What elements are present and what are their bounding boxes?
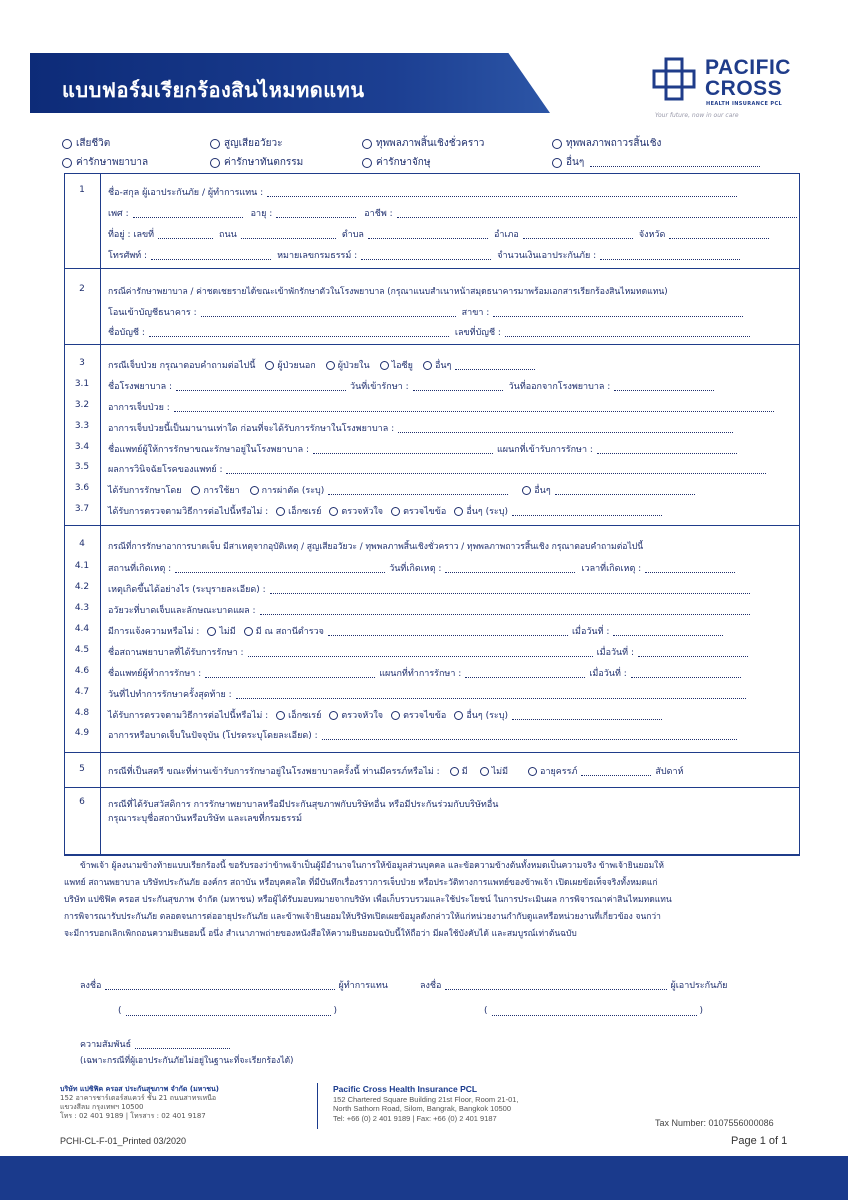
s4-current-row: อาการหรือบาดเจ็บในปัจจุบัน (โปรดระบุโดยละเอียด) : — [108, 728, 737, 742]
company-info-th: บริษัท แปซิฟิค ครอส ประกันสุขภาพ จำกัด (มหาชน) 152 อาคารชาร์เตอร์สแควร์ ชั้น 21 ถนนสาทรเหนือ แขวงสีลม กรุงเทพฯ 10500 โทร : 02 401 9189 | โทรสาร : 02 401 9187 — [60, 1085, 219, 1120]
form-title: แบบฟอร์มเรียกร้องสินไหมทดแทน — [62, 78, 365, 102]
form-code: PCHI-CL-F-01_Printed 03/2020 — [60, 1136, 187, 1146]
s1-name-row: ชื่อ-สกุล ผู้เอาประกันภัย / ผู้ทำการแทน : — [108, 185, 737, 199]
section-number: 4 — [79, 539, 85, 549]
logo-text-cross: CROSS — [705, 77, 783, 100]
item-number: 3.6 — [74, 483, 90, 493]
item-number: 3.1 — [74, 379, 90, 389]
relation-note: (เฉพาะกรณีที่ผู้เอาประกันภัยไม่อยู่ในฐานะที่จะเรียกร้องได้) — [80, 1056, 294, 1066]
page-number: Page 1 of 1 — [731, 1135, 788, 1147]
discharge-date-field[interactable] — [614, 382, 714, 391]
radio-icon[interactable] — [276, 711, 285, 720]
item-number: 4.9 — [74, 728, 90, 738]
radio-icon[interactable] — [454, 507, 463, 516]
item-number: 4.7 — [74, 687, 90, 697]
s4-how-row: เหตุเกิดขึ้นได้อย่างไร (ระบุรายละเอียด) : — [108, 582, 750, 596]
accident-place-field[interactable] — [175, 564, 385, 573]
radio-icon[interactable] — [62, 139, 72, 149]
radio-icon[interactable] — [423, 361, 432, 370]
police-date-field[interactable] — [613, 627, 723, 636]
section-number: 3 — [79, 358, 85, 368]
s3-duration-row: อาการเจ็บป่วยนี้เป็นมานานเท่าใด ก่อนที่จะได้รับการรักษาในโรงพยาบาล : — [108, 421, 733, 435]
s3-diagnosis-row: ผลการวินิจฉัยโรคของแพทย์ : — [108, 462, 766, 476]
item-number: 3.2 — [74, 400, 90, 410]
current-condition-field[interactable] — [322, 731, 737, 740]
department-field[interactable] — [597, 445, 737, 454]
item-number: 4.8 — [74, 708, 90, 718]
divider-2 — [64, 344, 800, 345]
divider-1 — [64, 268, 800, 269]
pacific-cross-logo-icon — [652, 57, 696, 101]
radio-icon[interactable] — [326, 361, 335, 370]
tagline: Your future, now in our care — [655, 112, 739, 119]
company-info-divider — [317, 1083, 318, 1129]
logo-subtitle: HEALTH INSURANCE PCL — [706, 101, 783, 107]
section-number: 2 — [79, 284, 85, 294]
s3-treatment-row: ได้รับการรักษาโดย การใช้ยา การผ่าตัด (ระบุ) อื่นๆ — [108, 483, 695, 497]
divider-4 — [64, 752, 800, 753]
item-number: 4.3 — [74, 603, 90, 613]
claim-type-eye[interactable]: ค่ารักษาจักษุ — [362, 155, 430, 170]
radio-icon[interactable] — [522, 486, 531, 495]
bank-field[interactable] — [201, 308, 456, 317]
phone-field[interactable] — [151, 251, 271, 260]
radio-icon[interactable] — [244, 627, 253, 636]
branch-field[interactable] — [493, 308, 743, 317]
treating-doctor-field[interactable] — [205, 669, 375, 678]
item-number: 4.1 — [74, 561, 90, 571]
item-number: 3.3 — [74, 421, 90, 431]
clinic-name-field[interactable] — [248, 648, 593, 657]
radio-icon[interactable] — [362, 139, 372, 149]
item-number: 4.2 — [74, 582, 90, 592]
s5-pregnancy-row: กรณีที่เป็นสตรี ขณะที่ท่านเข้ารับการรักษาอยู่ในโรงพยาบาลครั้งนี้ ท่านมีครรภ์หรือไม่ : มี ไม่มี อายุครรภ์ สัปดาห์ — [108, 767, 684, 777]
insured-signature-field[interactable] — [445, 981, 667, 990]
radio-icon[interactable] — [552, 158, 562, 168]
subdistrict-field[interactable] — [368, 230, 488, 239]
section-number: 6 — [79, 797, 85, 807]
item-number: 3.4 — [74, 442, 90, 452]
s4-place-row: สถานที่เกิดเหตุ : วันที่เกิดเหตุ : เวลาที่เกิดเหตุ : — [108, 561, 735, 575]
s6-line1: กรณีที่ได้รับสวัสดิการ การรักษาพยาบาลหรือมีประกันสุขภาพกับบริษัทอื่น หรือมีประกันร่วมกับบริษัทอื่น — [108, 800, 499, 810]
accident-detail-field[interactable] — [270, 585, 750, 594]
surgery-field[interactable] — [328, 486, 508, 495]
s3-patient-type-row: กรณีเจ็บป่วย กรุณาตอบคำถามต่อไปนี้ ผู้ป่วยนอก ผู้ป่วยใน ไอซียู อื่นๆ — [108, 358, 535, 372]
account-name-field[interactable] — [149, 328, 449, 337]
radio-icon[interactable] — [250, 486, 259, 495]
injury-field[interactable] — [260, 606, 750, 615]
district-field[interactable] — [523, 230, 633, 239]
relation-field[interactable] — [135, 1040, 230, 1049]
radio-icon[interactable] — [480, 767, 489, 776]
s4-first-row: วันที่ไปทำการรักษาครั้งสุดท้าย : — [108, 687, 746, 701]
agent-signature-row: ลงชื่อ ผู้ทำการแทน — [80, 981, 388, 991]
radio-icon[interactable] — [329, 507, 338, 516]
radio-icon[interactable] — [210, 158, 220, 168]
account-number-field[interactable] — [505, 328, 750, 337]
accident-time-field[interactable] — [645, 564, 735, 573]
s4-intro: กรณีที่การรักษาอาการบาดเจ็บ มีสาเหตุจากอุบัติเหตุ / สูญเสียอวัยวะ / ทุพพลภาพสิ้นเชิงชั่วคราว / ทุพพลภาพถาวรสิ้นเชิง กรุณาตอบคำถามต่อไปนี้ — [108, 542, 644, 552]
radio-icon[interactable] — [207, 627, 216, 636]
claim-type-perm-disability[interactable]: ทุพพลภาพถาวรสิ้นเชิง — [552, 136, 661, 151]
insured-name-field[interactable] — [267, 188, 737, 197]
claim-type-temp-disability[interactable]: ทุพพลภาพสิ้นเชิงชั่วคราว — [362, 136, 484, 151]
s4-hosp-row: ชื่อสถานพยาบาลที่ได้รับการรักษา : เมื่อวันที่ : — [108, 645, 748, 659]
admit-date-field[interactable] — [413, 382, 503, 391]
house-no-field[interactable] — [158, 230, 213, 239]
other-input[interactable] — [590, 158, 760, 167]
section-number: 5 — [79, 764, 85, 774]
insured-printed-name-field[interactable] — [492, 1007, 697, 1016]
duration-field[interactable] — [398, 424, 733, 433]
radio-icon[interactable] — [62, 158, 72, 168]
clinic-date-field[interactable] — [638, 648, 748, 657]
radio-icon[interactable] — [265, 361, 274, 370]
item-number: 4.6 — [74, 666, 90, 676]
province-field[interactable] — [669, 230, 769, 239]
s4-doctor-row: ชื่อแพทย์ผู้ทำการรักษา : แผนกที่ทำการรักษา : เมื่อวันที่ : — [108, 666, 741, 680]
radio-icon[interactable] — [552, 139, 562, 149]
patient-type-other-field[interactable] — [455, 361, 535, 370]
s2-account-row: ชื่อบัญชี : เลขที่บัญชี : — [108, 325, 750, 339]
last-treatment-field[interactable] — [236, 690, 746, 699]
insured-signature-row: ลงชื่อ ผู้เอาประกันภัย — [420, 981, 728, 991]
exam-other-field[interactable] — [512, 711, 662, 720]
claim-type-medical[interactable]: ค่ารักษาพยาบาล — [62, 155, 148, 170]
s3-doctor-row: ชื่อแพทย์ผู้ให้การรักษาขณะรักษาอยู่ในโรงพยาบาล : แผนกที่เข้ารับการรักษา : — [108, 442, 737, 456]
police-station-field[interactable] — [328, 627, 568, 636]
claim-type-dental[interactable]: ค่ารักษาทันตกรรม — [210, 155, 303, 170]
pregnancy-weeks-field[interactable] — [581, 767, 651, 776]
s3-symptom-row: อาการเจ็บป่วย : — [108, 400, 774, 414]
doctor-name-field[interactable] — [313, 445, 493, 454]
claim-type-dismemberment[interactable]: สูญเสียอวัยวะ — [210, 136, 282, 151]
sum-insured-field[interactable] — [600, 251, 740, 260]
sex-field[interactable] — [133, 209, 243, 218]
s1-phone-row: โทรศัพท์ : หมายเลขกรมธรรม์ : จำนวนเงินเอาประกันภัย : — [108, 248, 740, 262]
item-number: 4.4 — [74, 624, 90, 634]
divider-3 — [64, 525, 800, 526]
footer-band — [0, 1156, 848, 1200]
tax-number: Tax Number: 0107556000086 — [655, 1118, 774, 1128]
treating-dept-field[interactable] — [465, 669, 585, 678]
consent-paragraph: ข้าพเจ้า ผู้ลงนามข้างท้ายแบบเรียกร้องนี้ ขอรับรองว่าข้าพเจ้าเป็นผู้มีอำนาจในการให้ข้อมูลส่วนบุคคล และข้อความข้างต้นทั้งหมดเป็นความจริง ข้าพเจ้ายินยอมให้ แพทย์ สถานพยาบาล บริษัทประกันภัย องค์กร สถาบัน หรือบุคคลใด ที่มีบันทึกเรื่องราวการเจ็บป่วย หรือประวัติทางการแพทย์ของข้าพเจ้า เปิดเผยข้อเท็จจริงทั้งหมดแก่ บริษัท แปซิฟิค ครอส ประกันสุขภาพ จำกัด (มหาชน) หรือผู้ได้รับมอบหมายจากบริษัท เพื่อเก็บรวบรวมและใช้ประโยชน์ ในการประเมินผล การพิจารณาค่าสินไหมทดแทน การพิจารณารับประกันภัย ตลอดจนการต่ออายุประกันภัย และข้าพเจ้ายินยอมให้บริษัทเปิดเผยข้อมูลดังกล่าวให้แก่หน่วยงานกำกับดูแลหรือหน่วยงานที่เกี่ยวข้อง จนกว่า จะมีการบอกเลิกเพิกถอนความยินยอมนี้ อนึ่ง สำเนาภาพถ่ายของหนังสือให้ความยินยอมฉบับนี้ให้ถือว่า มีผลใช้บังคับได้ และสมบูรณ์เท่าต้นฉบับ — [64, 861, 672, 939]
radio-icon[interactable] — [362, 158, 372, 168]
item-number: 4.5 — [74, 645, 90, 655]
policy-number-field[interactable] — [361, 251, 491, 260]
s4-police-row: มีการแจ้งความหรือไม่ : ไม่มี มี ณ สถานีตำรวจ เมื่อวันที่ : — [108, 624, 723, 638]
accident-date-field[interactable] — [445, 564, 575, 573]
section-number: 1 — [79, 185, 85, 195]
radio-icon[interactable] — [454, 711, 463, 720]
hospital-name-field[interactable] — [176, 382, 346, 391]
s4-organ-row: อวัยวะที่บาดเจ็บและลักษณะบาดแผล : — [108, 603, 750, 617]
radio-icon[interactable] — [191, 486, 200, 495]
radio-icon[interactable] — [329, 711, 338, 720]
occupation-field[interactable] — [397, 209, 797, 218]
radio-icon[interactable] — [391, 507, 400, 516]
s2-bank-row: โอนเข้าบัญชีธนาคาร : สาขา : — [108, 305, 743, 319]
symptom-field[interactable] — [174, 403, 774, 412]
diagnosis-field[interactable] — [226, 465, 766, 474]
s1-address-row: ที่อยู่ : เลขที่ ถนน ตำบล อำเภอ จังหวัด — [108, 227, 769, 241]
treatment-other-field[interactable] — [555, 486, 695, 495]
agent-signature-field[interactable] — [105, 981, 335, 990]
agent-name-row: ( ) — [118, 1006, 338, 1016]
s3-hospital-row: ชื่อโรงพยาบาล : วันที่เข้ารักษา : วันที่ออกจากโรงพยาบาล : — [108, 379, 714, 393]
claim-type-death[interactable]: เสียชีวิต — [62, 136, 110, 151]
exam-other-field[interactable] — [512, 507, 662, 516]
item-number: 3.5 — [74, 462, 90, 472]
s2-intro: กรณีค่ารักษาพยาบาล / ค่าชดเชยรายได้ขณะเข้าพักรักษาตัวในโรงพยาบาล (กรุณาแนบสำเนาหน้าสมุดธนาคารมาพร้อมเอกสารเรียกร้องสินไหมทดแทน) — [108, 287, 668, 297]
company-info-en: Pacific Cross Health Insurance PCL 152 Chartered Square Building 21st Floor, Room 21-01, North Sathorn Road, Silom, Bangrak, Bangkok 10500 Tel: +66 (0) 2 401 9189 | Fax: +66 (0) 2 401 9187 — [333, 1084, 519, 1123]
logo-text-pacific: PACIFIC — [705, 56, 791, 79]
item-number: 3.7 — [74, 504, 90, 514]
relation-row: ความสัมพันธ์ — [80, 1037, 230, 1051]
treating-date-field[interactable] — [631, 669, 741, 678]
claim-type-other[interactable]: อื่นๆ — [552, 155, 760, 170]
insured-name-row: ( ) — [484, 1006, 704, 1016]
divider-6 — [64, 855, 800, 856]
s4-exam-row: ได้รับการตรวจตามวิธีการต่อไปนี้หรือไม่ : เอ็กซเรย์ ตรวจหัวใจ ตรวจไขข้อ อื่นๆ (ระบุ) — [108, 708, 662, 722]
radio-icon[interactable] — [380, 361, 389, 370]
radio-icon[interactable] — [210, 139, 220, 149]
age-field[interactable] — [276, 209, 356, 218]
divider-5 — [64, 787, 800, 788]
radio-icon[interactable] — [450, 767, 459, 776]
agent-printed-name-field[interactable] — [126, 1007, 331, 1016]
radio-icon[interactable] — [391, 711, 400, 720]
road-field[interactable] — [241, 230, 336, 239]
radio-icon[interactable] — [276, 507, 285, 516]
radio-icon[interactable] — [528, 767, 537, 776]
s3-exam-row: ได้รับการตรวจตามวิธีการต่อไปนี้หรือไม่ : เอ็กซเรย์ ตรวจหัวใจ ตรวจไขข้อ อื่นๆ (ระบุ) — [108, 504, 662, 518]
s6-line2: กรุณาระบุชื่อสถาบันหรือบริษัท และเลขที่กรมธรรม์ — [108, 814, 303, 824]
s1-person-row: เพศ : อายุ : อาชีพ : — [108, 206, 797, 220]
